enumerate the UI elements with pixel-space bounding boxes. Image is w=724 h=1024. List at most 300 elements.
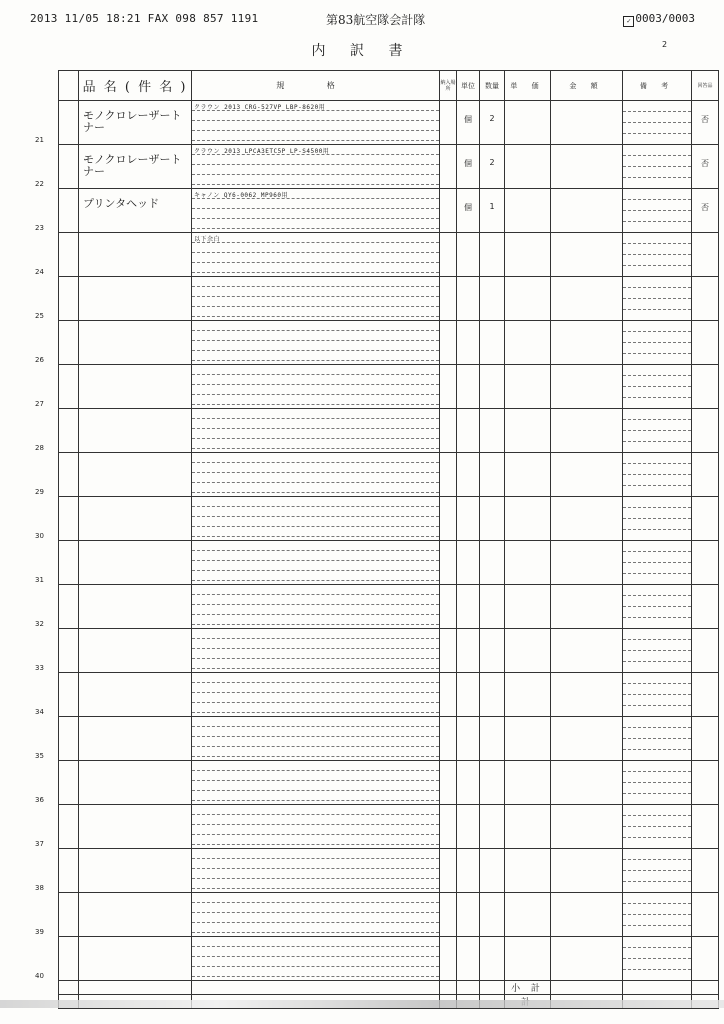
- scan-artifact-strip: [0, 1000, 724, 1008]
- item-unit: [457, 805, 479, 818]
- unit-cell: [457, 233, 480, 277]
- answer-cell: [692, 805, 719, 849]
- item-quantity: 2: [489, 114, 495, 123]
- item-quantity: [480, 277, 504, 290]
- row-number-cell: [35, 453, 79, 497]
- item-name: [79, 893, 191, 902]
- remarks-cell: [623, 937, 692, 981]
- row-number: 31: [35, 576, 44, 584]
- answer-cell: [692, 365, 719, 409]
- item-name: プリンタヘッド: [83, 197, 160, 210]
- unit-cell: [457, 189, 480, 233]
- subtotal-row: [59, 981, 719, 995]
- unit-price-cell: [505, 101, 551, 145]
- unit-cell: [457, 453, 480, 497]
- header-item-name: 品 名 ( 件 名 ): [79, 71, 192, 101]
- item-quantity: [480, 321, 504, 334]
- remarks-cell: [623, 277, 692, 321]
- row-number-cell: [35, 673, 79, 717]
- remarks-cell: [623, 145, 692, 189]
- header-number: [59, 71, 79, 101]
- item-unit: [457, 585, 479, 598]
- item-unit: [457, 409, 479, 422]
- remarks-cell: [623, 321, 692, 365]
- item-spec: クラウン 2013 LPCA3ETC5P LP-S4500用: [194, 148, 330, 155]
- qty-cell: [480, 233, 505, 277]
- table-row: [59, 629, 719, 673]
- item-unit: [457, 849, 479, 862]
- item-unit: [457, 893, 479, 906]
- item-unit: [457, 277, 479, 290]
- unit-price-cell: [505, 233, 551, 277]
- remarks-cell: [623, 453, 692, 497]
- remarks-cell: [623, 541, 692, 585]
- item-quantity: [480, 497, 504, 510]
- remarks-cell: [623, 717, 692, 761]
- qty-cell: [480, 365, 505, 409]
- item-answer: [692, 717, 718, 730]
- header-quantity: 数量: [480, 71, 505, 101]
- delivery-cell: [440, 761, 457, 805]
- unit-cell: [457, 101, 480, 145]
- item-quantity: [480, 233, 504, 246]
- table-row: [59, 673, 719, 717]
- spec-cell: [192, 365, 440, 409]
- item-name: [79, 277, 191, 286]
- page-mark: 2: [662, 40, 668, 49]
- table-row: [59, 409, 719, 453]
- spec-cell: [192, 805, 440, 849]
- header-spec: 規 格: [192, 71, 440, 101]
- page-counter-text: 0003/0003: [635, 12, 695, 25]
- qty-cell: [480, 717, 505, 761]
- item-name: [79, 233, 191, 242]
- item-name: [79, 409, 191, 418]
- item-quantity: [480, 937, 504, 950]
- delivery-cell: [440, 849, 457, 893]
- item-quantity: [480, 673, 504, 686]
- item-name-cell: [79, 761, 192, 805]
- item-quantity: [480, 453, 504, 466]
- unit-cell: [457, 629, 480, 673]
- unit-price-cell: [505, 409, 551, 453]
- remarks-cell: [623, 585, 692, 629]
- row-number-cell: [35, 541, 79, 585]
- item-unit: 個: [464, 115, 472, 124]
- item-unit: [457, 541, 479, 554]
- table-row: [59, 893, 719, 937]
- item-name-cell: [79, 189, 192, 233]
- item-unit: [457, 629, 479, 642]
- item-name: [79, 453, 191, 462]
- item-name-cell: [79, 585, 192, 629]
- answer-cell: [692, 409, 719, 453]
- document-title: 内 訳 書: [311, 43, 413, 59]
- amount-cell: [551, 585, 623, 629]
- table-row: [59, 937, 719, 981]
- row-number-cell: [35, 497, 79, 541]
- unit-price-cell: [505, 849, 551, 893]
- qty-cell: [480, 189, 505, 233]
- item-unit: [457, 453, 479, 466]
- item-answer: [692, 321, 718, 334]
- item-answer: [692, 805, 718, 818]
- item-spec: キャノン QY6-0062 MP960用: [194, 192, 288, 199]
- item-name: モノクロレーザートナー: [83, 153, 182, 178]
- item-name-cell: [79, 717, 192, 761]
- unit-cell: [457, 849, 480, 893]
- item-unit: [457, 761, 479, 774]
- item-answer: [692, 233, 718, 246]
- amount-cell: [551, 189, 623, 233]
- qty-cell: [480, 585, 505, 629]
- subtotal-label: 小 計: [505, 981, 551, 995]
- row-number: 40: [35, 972, 44, 980]
- remarks-cell: [623, 409, 692, 453]
- qty-cell: [480, 145, 505, 189]
- qty-cell: [480, 761, 505, 805]
- unit-price-cell: [505, 893, 551, 937]
- item-unit: 個: [464, 159, 472, 168]
- item-unit: [457, 717, 479, 730]
- unit-price-cell: [505, 717, 551, 761]
- qty-cell: [480, 321, 505, 365]
- spec-cell: [192, 893, 440, 937]
- delivery-cell: [440, 321, 457, 365]
- item-answer: [692, 937, 718, 950]
- row-number: 27: [35, 400, 44, 408]
- amount-cell: [551, 673, 623, 717]
- unit-cell: [457, 277, 480, 321]
- unit-price-cell: [505, 277, 551, 321]
- item-answer: [692, 585, 718, 598]
- amount-cell: [551, 365, 623, 409]
- amount-cell: [551, 761, 623, 805]
- delivery-cell: [440, 453, 457, 497]
- item-answer: [692, 629, 718, 642]
- item-name: [79, 849, 191, 858]
- spec-cell: [192, 761, 440, 805]
- table-row: [59, 321, 719, 365]
- unit-price-cell: [505, 453, 551, 497]
- header-answer: 回答品: [692, 71, 719, 101]
- table-row: [59, 233, 719, 277]
- item-answer: 否: [701, 203, 709, 212]
- spec-cell: [192, 277, 440, 321]
- item-quantity: [480, 805, 504, 818]
- unit-cell: [457, 585, 480, 629]
- spec-cell: [192, 673, 440, 717]
- delivery-cell: [440, 233, 457, 277]
- unit-cell: [457, 937, 480, 981]
- row-number-cell: [35, 585, 79, 629]
- unit-cell: [457, 805, 480, 849]
- item-quantity: 2: [489, 158, 495, 167]
- item-name-cell: [79, 893, 192, 937]
- amount-cell: [551, 409, 623, 453]
- table-row: [59, 453, 719, 497]
- answer-cell: [692, 717, 719, 761]
- spec-cell: [192, 321, 440, 365]
- amount-cell: [551, 497, 623, 541]
- unit-cell: [457, 761, 480, 805]
- item-name: [79, 497, 191, 506]
- delivery-cell: [440, 893, 457, 937]
- fax-page-counter: [623, 12, 695, 27]
- qty-cell: [480, 541, 505, 585]
- spec-cell: [192, 585, 440, 629]
- row-number-cell: [35, 277, 79, 321]
- spec-cell: [192, 849, 440, 893]
- spec-cell: [192, 717, 440, 761]
- qty-cell: [480, 453, 505, 497]
- answer-cell: [692, 585, 719, 629]
- qty-cell: [480, 101, 505, 145]
- item-name-cell: [79, 453, 192, 497]
- row-number-cell: [35, 233, 79, 277]
- item-name-cell: [79, 321, 192, 365]
- unit-cell: [457, 321, 480, 365]
- row-number: 35: [35, 752, 44, 760]
- table-row: [59, 849, 719, 893]
- table-row: [59, 277, 719, 321]
- spec-cell: [192, 497, 440, 541]
- item-name-cell: [79, 101, 192, 145]
- row-number-cell: [35, 321, 79, 365]
- qty-cell: [480, 629, 505, 673]
- delivery-cell: [440, 541, 457, 585]
- answer-cell: [692, 233, 719, 277]
- row-number-cell: [35, 145, 79, 189]
- remarks-cell: [623, 849, 692, 893]
- delivery-cell: [440, 101, 457, 145]
- item-name-cell: [79, 805, 192, 849]
- row-number-cell: [35, 849, 79, 893]
- item-quantity: [480, 541, 504, 554]
- row-number-cell: [35, 101, 79, 145]
- item-quantity: [480, 629, 504, 642]
- fax-sender: 第83航空隊会計隊: [326, 13, 426, 27]
- answer-cell: [692, 453, 719, 497]
- delivery-cell: [440, 145, 457, 189]
- remarks-cell: [623, 805, 692, 849]
- row-number-cell: [35, 629, 79, 673]
- row-number: 24: [35, 268, 44, 276]
- amount-cell: [551, 233, 623, 277]
- item-name-cell: [79, 409, 192, 453]
- amount-cell: [551, 277, 623, 321]
- table-row: [59, 585, 719, 629]
- answer-cell: [692, 673, 719, 717]
- remarks-cell: [623, 497, 692, 541]
- row-number: 29: [35, 488, 44, 496]
- spec-cell: [192, 629, 440, 673]
- row-number: 22: [35, 180, 44, 188]
- item-answer: [692, 541, 718, 554]
- qty-cell: [480, 409, 505, 453]
- answer-cell: [692, 277, 719, 321]
- item-answer: [692, 365, 718, 378]
- delivery-cell: [440, 189, 457, 233]
- unit-cell: [457, 673, 480, 717]
- qty-cell: [480, 497, 505, 541]
- amount-cell: [551, 101, 623, 145]
- delivery-cell: [440, 937, 457, 981]
- unit-cell: [457, 893, 480, 937]
- delivery-cell: [440, 629, 457, 673]
- item-name-cell: [79, 365, 192, 409]
- delivery-cell: [440, 277, 457, 321]
- row-number: 36: [35, 796, 44, 804]
- item-name-cell: [79, 849, 192, 893]
- item-quantity: [480, 409, 504, 422]
- unit-cell: [457, 541, 480, 585]
- item-name: [79, 717, 191, 726]
- item-name: [79, 805, 191, 814]
- item-unit: [457, 673, 479, 686]
- amount-cell: [551, 805, 623, 849]
- item-quantity: [480, 761, 504, 774]
- row-number: 25: [35, 312, 44, 320]
- delivery-cell: [440, 497, 457, 541]
- delivery-cell: [440, 805, 457, 849]
- qty-cell: [480, 673, 505, 717]
- row-number-cell: [35, 189, 79, 233]
- amount-cell: [551, 453, 623, 497]
- unit-price-cell: [505, 805, 551, 849]
- row-number: 34: [35, 708, 44, 716]
- unit-price-cell: [505, 761, 551, 805]
- table-row: [59, 365, 719, 409]
- qty-cell: [480, 277, 505, 321]
- spec-cell: [192, 145, 440, 189]
- delivery-cell: [440, 409, 457, 453]
- row-number-cell: [35, 409, 79, 453]
- delivery-cell: [440, 365, 457, 409]
- qty-cell: [480, 849, 505, 893]
- unit-price-cell: [505, 585, 551, 629]
- item-unit: 個: [464, 203, 472, 212]
- spec-cell: [192, 409, 440, 453]
- amount-cell: [551, 541, 623, 585]
- fax-header: [30, 12, 695, 28]
- item-name: [79, 365, 191, 374]
- delivery-cell: [440, 585, 457, 629]
- table-row: [59, 717, 719, 761]
- remarks-cell: [623, 233, 692, 277]
- item-answer: 否: [701, 115, 709, 124]
- amount-cell: [551, 893, 623, 937]
- row-number: 26: [35, 356, 44, 364]
- item-name: [79, 761, 191, 770]
- item-unit: [457, 233, 479, 246]
- row-number: 39: [35, 928, 44, 936]
- unit-price-cell: [505, 321, 551, 365]
- remarks-cell: [623, 761, 692, 805]
- row-number-cell: [35, 365, 79, 409]
- row-number-cell: [35, 937, 79, 981]
- unit-price-cell: [505, 189, 551, 233]
- answer-cell: [692, 189, 719, 233]
- item-quantity: [480, 893, 504, 906]
- table-row: [59, 101, 719, 145]
- unit-price-cell: [505, 673, 551, 717]
- amount-cell: [551, 717, 623, 761]
- item-answer: [692, 849, 718, 862]
- spec-cell: [192, 233, 440, 277]
- item-name-cell: [79, 277, 192, 321]
- item-answer: [692, 277, 718, 290]
- item-unit: [457, 497, 479, 510]
- table-row: [59, 761, 719, 805]
- row-number: 30: [35, 532, 44, 540]
- table-row: [59, 541, 719, 585]
- unit-price-cell: [505, 541, 551, 585]
- item-spec: 以下余白: [194, 236, 221, 243]
- item-answer: [692, 453, 718, 466]
- delivery-cell: [440, 673, 457, 717]
- unit-price-cell: [505, 497, 551, 541]
- answer-cell: [692, 541, 719, 585]
- row-number: 32: [35, 620, 44, 628]
- item-name: [79, 585, 191, 594]
- item-spec: クラウン 2013 CRG-527VP LBP-8620用: [194, 104, 326, 111]
- row-number: 21: [35, 136, 44, 144]
- item-name: [79, 673, 191, 682]
- item-unit: [457, 321, 479, 334]
- item-name-cell: [79, 497, 192, 541]
- item-name: [79, 541, 191, 550]
- remarks-cell: [623, 189, 692, 233]
- table-row: [59, 189, 719, 233]
- item-quantity: [480, 717, 504, 730]
- unit-cell: [457, 365, 480, 409]
- item-name-cell: [79, 233, 192, 277]
- answer-cell: [692, 145, 719, 189]
- answer-cell: [692, 321, 719, 365]
- answer-cell: [692, 937, 719, 981]
- item-unit: [457, 365, 479, 378]
- fax-page-icon: ✓: [623, 16, 634, 27]
- item-quantity: 1: [489, 202, 495, 211]
- header-unit: 単位: [457, 71, 480, 101]
- item-name-cell: [79, 145, 192, 189]
- remarks-cell: [623, 101, 692, 145]
- spec-cell: [192, 189, 440, 233]
- row-number: 37: [35, 840, 44, 848]
- table-row: [59, 805, 719, 849]
- item-name-cell: [79, 937, 192, 981]
- item-name-cell: [79, 629, 192, 673]
- answer-cell: [692, 497, 719, 541]
- item-answer: [692, 497, 718, 510]
- unit-cell: [457, 409, 480, 453]
- row-number-cell: [35, 761, 79, 805]
- item-name: モノクロレーザートナー: [83, 109, 182, 134]
- spec-cell: [192, 453, 440, 497]
- answer-cell: [692, 101, 719, 145]
- row-number-cell: [35, 805, 79, 849]
- row-number-cell: [35, 717, 79, 761]
- answer-cell: [692, 893, 719, 937]
- row-number-cell: [35, 893, 79, 937]
- row-number: 33: [35, 664, 44, 672]
- amount-cell: [551, 937, 623, 981]
- amount-cell: [551, 849, 623, 893]
- unit-price-cell: [505, 629, 551, 673]
- remarks-cell: [623, 673, 692, 717]
- unit-price-cell: [505, 365, 551, 409]
